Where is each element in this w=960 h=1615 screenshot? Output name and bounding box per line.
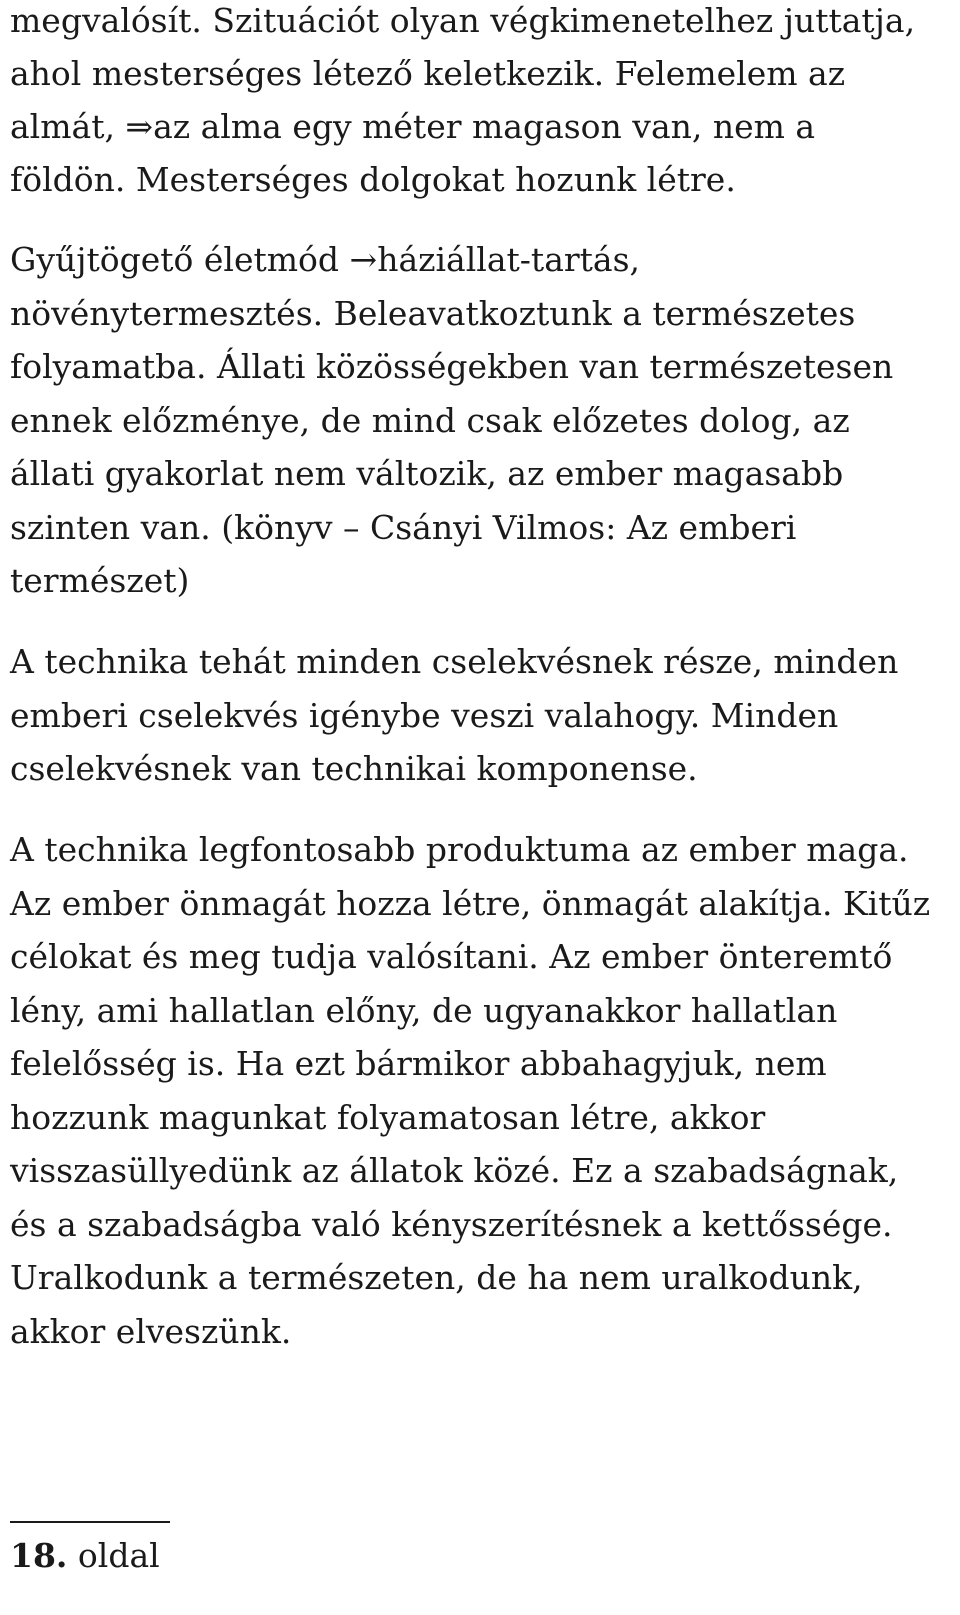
paragraph-4-line-4: lény, ami hallatlan előny, de ugyanakkor hallatlan xyxy=(10,991,838,1030)
footer-divider xyxy=(10,1521,170,1523)
paragraph-4-line-5: felelősség is. Ha ezt bármikor abbahagyjuk, nem xyxy=(10,1044,827,1083)
paragraph-1-line-2: ahol mesterséges létező keletkezik. Felemelem az xyxy=(10,54,846,93)
page-number: 18. xyxy=(10,1536,68,1575)
paragraph-4-line-1: A technika legfontosabb produktuma az ember maga. xyxy=(10,830,909,869)
page-label: oldal xyxy=(77,1536,160,1575)
paragraph-3-line-3: cselekvésnek van technikai komponense. xyxy=(10,749,698,788)
paragraph-3-line-2: emberi cselekvés igénybe veszi valahogy. Minden xyxy=(10,696,839,735)
paragraph-4-line-3: célokat és meg tudja valósítani. Az ember önteremtő xyxy=(10,937,893,976)
paragraph-2-line-1: Gyűjtögető életmód →háziállat-tartás, xyxy=(10,240,640,279)
paragraph-2-line-5: állati gyakorlat nem változik, az ember magasabb xyxy=(10,454,844,493)
paragraph-4-line-7: visszasüllyedünk az állatok közé. Ez a szabadságnak, xyxy=(10,1151,899,1190)
paragraph-1-line-4: földön. Mesterséges dolgokat hozunk létre. xyxy=(10,160,736,199)
paragraph-2-line-3: folyamatba. Állati közösségekben van természetesen xyxy=(10,347,894,386)
paragraph-2-line-2: növénytermesztés. Beleavatkoztunk a természetes xyxy=(10,294,856,333)
paragraph-1-line-3: almát, ⇒az alma egy méter magason van, nem a xyxy=(10,107,816,146)
paragraph-4-line-2: Az ember önmagát hozza létre, önmagát alakítja. Kitűz xyxy=(10,884,931,923)
page-footer xyxy=(10,1531,160,1581)
paragraph-3-line-1: A technika tehát minden cselekvésnek része, minden xyxy=(10,642,899,681)
paragraph-2-line-7: természet) xyxy=(10,561,190,600)
paragraph-4-line-6: hozzunk magunkat folyamatosan létre, akkor xyxy=(10,1098,766,1137)
paragraph-4-line-9: Uralkodunk a természeten, de ha nem uralkodunk, xyxy=(10,1258,863,1297)
paragraph-4-line-10: akkor elveszünk. xyxy=(10,1312,292,1351)
paragraph-4-line-8: és a szabadságba való kényszerítésnek a kettőssége. xyxy=(10,1205,893,1244)
paragraph-2-line-6: szinten van. (könyv – Csányi Vilmos: Az emberi xyxy=(10,508,797,547)
paragraph-2-line-4: ennek előzménye, de mind csak előzetes dolog, az xyxy=(10,401,850,440)
paragraph-1-line-1: megvalósít. Szituációt olyan végkimenetelhez juttatja, xyxy=(10,1,916,40)
